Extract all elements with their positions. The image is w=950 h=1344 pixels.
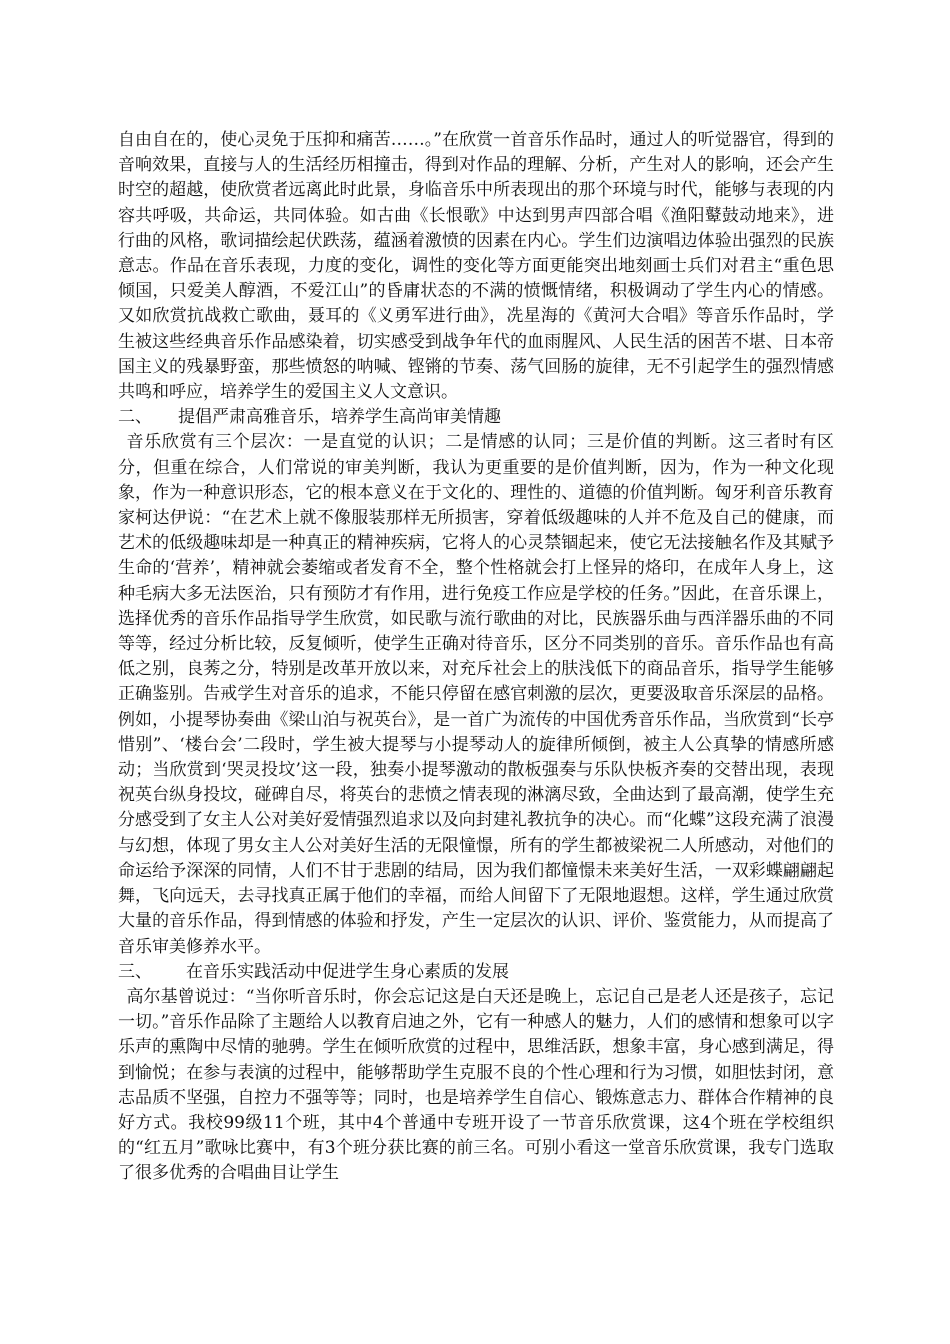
section-title: 提倡严肃高雅音乐，培养学生高尚审美情趣 <box>178 407 501 428</box>
section-number: 二、 <box>118 407 152 428</box>
body-paragraph: 自由自在的，使心灵免于压抑和痛苦……。”在欣赏一首音乐作品时，通过人的听觉器官，得到的音响效果，直接与人的生活经历相撞击，得到对作品的理解、分析，产生对人的影响，还会产生时空的超越，使欣赏者远离此时此景，身临音乐中所表现出的那个环境与时代，能够与表现的内容共呼吸，共命运，共同体验。如古曲《长恨歌》中达到男声四部合唱《渔阳鼙鼓动地来》，进行曲的风格，歌词描绘起伏跌荡，蕴涵着激愤的因素在内心。学生们边演唱边体验出强烈的民族意志。作品在音乐表现，力度的变化，调性的变化等方面更能突出地刻画士兵们对君主“重色思倾国，只爱美人醇酒，不爱江山”的昏庸状态的不满的愤慨情绪，积极调动了学生内心的情感。又如欣赏抗战救亡歌曲，聂耳的《义勇军进行曲》，冼星海的《黄河大合唱》等音乐作品时，学生被这些经典音乐作品感染着，切实感受到战争年代的血雨腥风、人民生活的困苦不堪、日本帝国主义的残暴野蛮，那些愤怒的呐喊、铿锵的节奏、荡气回肠的旋律，无不引起学生的强烈情感共鸣和呼应，培养学生的爱国主义人文意识。 <box>118 130 834 403</box>
section-heading <box>118 405 834 430</box>
section-heading <box>118 960 834 985</box>
body-paragraph: 音乐欣赏有三个层次：一是直觉的认识；二是情感的认同；三是价值的判断。这三者时有区分，但重在综合，人们常说的审美判断，我认为更重要的是价值判断，因为，作为一种文化现象，作为一种意识形态，它的根本意义在于文化的、理性的、道德的价值判断。匈牙利音乐教育家柯达伊说：“在艺术上就不像服装那样无所损害，穿着低级趣味的人并不危及自己的健康，而艺术的低级趣味却是一种真正的精神疾病，它将人的心灵禁锢起来，使它无法接触名作及其赋予生命的‘营养’，精神就会萎缩或者发育不全，整个性格就会打上怪异的烙印，在成年人身上，这种毛病大多无法医治，只有预防才有作用，进行免疫工作应是学校的任务。”因此，在音乐课上，选择优秀的音乐作品指导学生欣赏，如民歌与流行歌曲的对比，民族器乐曲与西洋器乐曲的不同等等，经过分析比较，反复倾听，使学生正确对待音乐，区分不同类别的音乐。音乐作品也有高低之别，良莠之分，特别是改革开放以来，对充斥社会上的肤浅低下的商品音乐，指导学生能够正确鉴别。告戒学生对音乐的追求，不能只停留在感官刺激的层次，更要汲取音乐深层的品格。例如，小提琴协奏曲《梁山泊与祝英台》，是一首广为流传的中国优秀音乐作品，当欣赏到“长亭惜别”、‘楼台会’二段时，学生被大提琴与小提琴动人的旋律所倾倒，被主人公真挚的情感所感动；当欣赏到‘哭灵投坟’这一段，独奏小提琴激动的散板强奏与乐队快板齐奏的交替出现，表现祝英台纵身投坟，碰碑自尽，将英台的悲愤之情表现的淋漓尽致，全曲达到了最高潮，使学生充分感受到了女主人公对美好爱情强烈追求以及向封建礼教抗争的决心。而“化蝶”这段充满了浪漫与幻想，体现了男女主人公对美好生活的无限憧憬，所有的学生都被梁祝二人所感动，对他们的命运给予深深的同情，人们不甘于悲剧的结局，因为我们都憧憬未来美好生活，一双彩蝶翩翩起舞，飞向远天，去寻找真正属于他们的幸福，而给人间留下了无限地遐想。这样，学生通过欣赏大量的音乐作品，得到情感的体验和抒发，产生一定层次的认识、评价、鉴赏能力，从而提高了音乐审美修养水平。 <box>118 432 834 957</box>
section-title: 在音乐实践活动中促进学生身心素质的发展 <box>186 961 509 982</box>
section-number: 三、 <box>118 961 152 982</box>
body-paragraph: 高尔基曾说过：“当你听音乐时，你会忘记这是白天还是晚上，忘记自己是老人还是孩子，忘记一切。”音乐作品除了主题给人以教育启迪之外，它有一种感人的魅力，人们的感情和想象可以字乐声的熏陶中尽情的驰骋。学生在倾听欣赏的过程中，思维活跃，想象丰富，身心感到满足，得到愉悦；在参与表演的过程中，能够帮助学生克服不良的个性心理和行为习惯，如胆怯封闭，意志品质不坚强，自控力不强等等；同时，也是培养学生自信心、锻炼意志力、群体合作精神的良好方式。我校99级11个班，其中4个普通中专班开设了一节音乐欣赏课，这4个班在学校组织的“红五月”歌咏比赛中，有3个班分获比赛的前三名。可别小看这一堂音乐欣赏课，我专门选取了很多优秀的合唱曲目让学生 <box>118 986 834 1184</box>
